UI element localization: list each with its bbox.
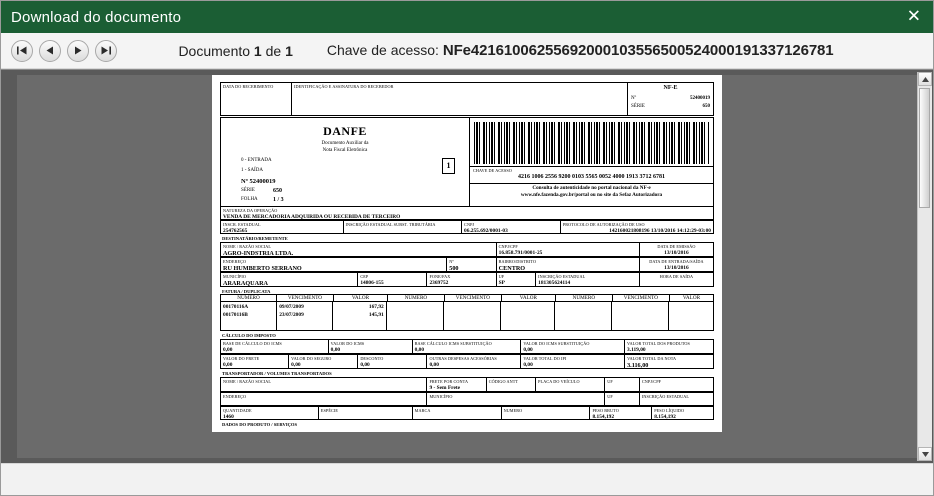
danfe-chave-label: CHAVE DE ACESSO [473, 168, 512, 173]
valor-total-nota-label: VALOR TOTAL DA NOTA [627, 356, 677, 362]
previous-page-icon [45, 46, 55, 55]
danfe-identification-cell [220, 117, 470, 207]
fatura-col-valor-1 [333, 302, 386, 330]
next-page-button[interactable] [67, 40, 89, 62]
transportador-ie-cell [640, 392, 714, 406]
danfe-numero-label: Nº [241, 177, 248, 185]
fatura-col-vencimento-3 [612, 302, 669, 330]
volumes-especie-label: ESPÉCIE [320, 407, 339, 413]
valor-seguro-label: VALOR DO SEGURO [291, 356, 332, 362]
scrollbar-thumb[interactable] [919, 88, 930, 208]
access-key [327, 42, 834, 59]
destinatario-nome-cell [220, 242, 497, 257]
destinatario-fone-value: 2369752 [429, 279, 449, 286]
recebimento-identificacao-label: IDENTIFICAÇÃO E ASSINATURA DO RECEBEDOR [294, 84, 394, 89]
fatura-col-numero-1 [221, 302, 277, 330]
access-key-value: NFe42161006255692000103556500524000191337126781 [442, 42, 834, 59]
transportador-nome-label: NOME / RAZÃO SOCIAL [223, 378, 272, 384]
valor-total-ipi-label: VALOR TOTAL DO IPI [523, 356, 567, 362]
document-counter [178, 43, 292, 59]
document-counter-prefix: Documento [178, 42, 251, 59]
danfe-consulta-block [470, 183, 713, 200]
destinatario-numero-label: Nº [449, 258, 454, 264]
access-key-label: Chave de acesso: [326, 42, 439, 58]
danfe-tipo-operacao [221, 158, 469, 175]
scroll-up-icon[interactable] [918, 72, 932, 86]
recebimento-data-label: DATA DO RECEBIMENTO [223, 84, 274, 89]
codigo-antt-cell [487, 377, 536, 392]
transportador-row-3 [220, 406, 714, 420]
base-calculo-icms-value: 0,00 [223, 347, 233, 354]
fatura-col-valor-2 [501, 302, 555, 330]
base-calculo-icms-cell [220, 339, 329, 354]
imposto-row-1 [220, 339, 714, 354]
danfe-identification-block [220, 117, 714, 207]
status-bar [1, 463, 933, 494]
protocolo-cell [561, 220, 714, 234]
valor-seguro-cell [289, 354, 358, 369]
danfe-folha-value: 1 / 3 [273, 197, 284, 204]
fatura-header-numero-1: NÚMERO [220, 294, 277, 302]
destinatario-ie-label: INSCRIÇÃO ESTADUAL [538, 273, 586, 279]
valor-seguro-value: 0,00 [291, 362, 301, 369]
danfe-saida-label: 1 - SAÍDA [241, 168, 263, 174]
frete-por-conta-value: 9 - Sem Frete [429, 385, 461, 392]
outras-despesas-cell [427, 354, 521, 369]
table-row: 00170116B [223, 312, 248, 319]
fatura-col-valor-3 [669, 302, 713, 330]
transportador-endereco-cell [220, 392, 427, 406]
destinatario-bairro-value: CENTRO [498, 264, 526, 272]
valor-frete-value: 0,00 [223, 362, 233, 369]
danfe-tipo-value: 1 [442, 158, 455, 174]
placa-veiculo-cell [536, 377, 605, 392]
transportador-nome-cell [220, 377, 427, 392]
fatura-body [220, 302, 714, 331]
first-page-icon [17, 46, 27, 55]
destinatario-cep-value: 14806-155 [360, 279, 384, 286]
danfe-serie-folha [221, 188, 469, 205]
fatura-header-valor-3: VALOR [670, 294, 714, 302]
peso-liquido-value: 8.154,192 [654, 414, 676, 420]
table-row: 167,92 [368, 304, 384, 311]
valor-total-ipi-value: 0,00 [523, 362, 533, 369]
danfe-subtitle-line1: Documento Auxiliar da [321, 141, 369, 146]
window-titlebar [1, 1, 933, 33]
destinatario-row-2 [220, 257, 714, 272]
danfe-entrada-label: 0 - ENTRADA [241, 158, 272, 163]
destinatario-bairro-label: BAIRRO/DISTRITO [498, 258, 537, 264]
inscricao-estadual-label: INSCR. ESTADUAL [223, 222, 261, 227]
close-icon[interactable]: ✕ [906, 6, 921, 27]
recebimento-block [220, 82, 714, 116]
destinatario-uf-value: SP [498, 279, 505, 286]
danfe-chave-block [470, 166, 713, 183]
volumes-numero-label: NUMERO [503, 407, 523, 413]
destinatario-endereco-label: ENDEREÇO [223, 258, 247, 264]
transportador-municipio-uf-label: UF [607, 393, 613, 399]
destinatario-ie-cell [536, 272, 640, 287]
destinatario-numero-cell [447, 257, 496, 272]
transportador-municipio-cell [427, 392, 605, 406]
outras-despesas-label: OUTRAS DESPESAS ACESSÓRIAS [429, 356, 497, 362]
danfe-barcode-cell [470, 117, 714, 207]
inscricao-st-cell [344, 220, 463, 234]
fatura-header-vencimento-2: VENCIMENTO [445, 294, 502, 302]
destinatario-uf-cell [497, 272, 537, 287]
danfe-folha-label: FOLHA [241, 197, 258, 203]
peso-liquido-label: PESO LÍQUIDO [654, 407, 685, 413]
data-emissao-cell [640, 242, 714, 257]
transportador-cnpj-label: CNPJ/CPF [641, 378, 662, 384]
nfe-numero-line [628, 96, 713, 102]
data-entrada-cell [640, 257, 714, 272]
destinatario-row-1 [220, 242, 714, 257]
next-page-icon [73, 46, 83, 55]
transportador-uf-label: UF [607, 378, 613, 384]
valor-total-produtos-value: 3.119,00 [627, 347, 646, 354]
desconto-value: 0,00 [360, 362, 370, 369]
transportador-section-title: TRANSPORTADOR / VOLUMES TRANSPORTADOS [222, 371, 332, 377]
inscricao-st-label: INSCRIÇÃO ESTADUAL SUBST. TRIBUTÁRIA [345, 222, 436, 227]
desconto-label: DESCONTO [360, 356, 384, 362]
destinatario-cnpj-cell [497, 242, 640, 257]
data-entrada-value: 13/10/2016 [664, 264, 689, 271]
valor-icms-cell [329, 339, 413, 354]
viewer-toolbar [1, 33, 933, 69]
destinatario-section-title: DESTINATÁRIO/REMETENTE [222, 236, 288, 241]
danfe-serie-label: SÉRIE [241, 187, 255, 193]
window-title: Download do documento [11, 8, 182, 26]
volumes-numero-cell [502, 406, 591, 420]
cnpj-label: CNPJ [464, 222, 475, 227]
destinatario-fone-label: FONE/FAX [429, 273, 451, 279]
destinatario-numero-value: 500 [449, 264, 459, 272]
fatura-section-title: FATURA / DUPLICATA [222, 288, 271, 294]
scroll-down-icon[interactable] [918, 447, 932, 461]
placa-veiculo-label: PLACA DO VEÍCULO [538, 378, 580, 384]
fatura-col-vencimento-2 [444, 302, 501, 330]
fatura-header-vencimento-1: VENCIMENTO [277, 294, 334, 302]
danfe-subtitle-line2: Nota Fiscal Eletrônica [322, 147, 368, 153]
hora-saida-label: HORA DE SAÍDA [659, 273, 694, 279]
valor-icms-st-value: 0,00 [523, 347, 533, 354]
volumes-quantidade-label: QUANTIDADE [223, 407, 252, 413]
peso-bruto-label: PESO BRUTO [592, 407, 619, 413]
destinatario-municipio-cell [220, 272, 358, 287]
base-calculo-st-label: BASE CÁLCULO ICMS SUBSTITUIÇÃO [414, 341, 492, 347]
cnpj-cell [462, 220, 561, 234]
previous-page-button[interactable] [39, 40, 61, 62]
nfe-serie-label: SÉRIE [631, 103, 645, 109]
destinatario-uf-label: UF [498, 273, 505, 279]
natureza-row [220, 206, 714, 220]
valor-total-nota-value: 3.116,00 [627, 362, 649, 370]
imposto-section-title: CÁLCULO DO IMPOSTO [222, 333, 276, 339]
table-row: 145,91 [368, 312, 384, 319]
valor-icms-st-cell [521, 339, 625, 354]
destinatario-cnpj-label: CNPJ/CPF [498, 243, 518, 249]
document-counter-middle: de [265, 42, 282, 59]
fatura-col-vencimento-1 [277, 302, 333, 330]
volumes-marca-cell [413, 406, 502, 420]
cnpj-value: 06.255.692/0001-03 [464, 228, 508, 234]
transportador-row-2 [220, 392, 714, 406]
peso-liquido-cell [652, 406, 714, 420]
base-calculo-st-value: 0,00 [414, 347, 425, 354]
destinatario-nome-label: NOME / RAZÃO SOCIAL [223, 243, 272, 249]
transportador-municipio-uf-cell [605, 392, 640, 406]
protocolo-label: PROTOCOLO DE AUTORIZAÇÃO DE USO [562, 222, 645, 227]
destinatario-nome-value: AGRO-INDSTRIA LTDA. [223, 249, 294, 257]
transportador-uf-cell [605, 377, 640, 392]
inscricoes-row [220, 220, 714, 234]
table-row: 00170116A [223, 304, 249, 311]
fatura-header-row [220, 294, 714, 302]
vertical-scrollbar[interactable] [917, 72, 932, 461]
base-calculo-icms-label: BASE DE CÁLCULO DO ICMS [223, 341, 282, 347]
valor-icms-label: VALOR DO ICMS [330, 341, 365, 347]
peso-bruto-value: 8.154,192 [592, 414, 615, 420]
frete-por-conta-label: FRETE POR CONTA [429, 378, 469, 384]
document-counter-total: 1 [285, 42, 293, 59]
fatura-header-numero-3: NÚMERO [556, 294, 613, 302]
table-row: 23/07/2009 [279, 312, 304, 319]
fatura-col-numero-2 [387, 302, 444, 330]
destinatario-row-3 [220, 272, 714, 287]
transportador-endereco-label: ENDEREÇO [223, 393, 247, 399]
destinatario-cnpj-value: 16.858.791/0001-25 [498, 249, 543, 256]
nfe-numero-label: Nº [631, 95, 637, 101]
danfe-consulta-line1: Consulta de autenticidade no portal nacional da NF-e [532, 184, 651, 191]
natureza-label: NATUREZA DA OPERAÇÃO [223, 208, 278, 213]
base-calculo-st-cell [413, 339, 522, 354]
danfe-serie-value: 650 [273, 187, 282, 194]
nfe-title: NF-E [663, 85, 678, 91]
codigo-antt-label: CÓDIGO ANTT [488, 378, 519, 384]
destinatario-bairro-cell [497, 257, 640, 272]
destinatario-endereco-cell [220, 257, 447, 272]
valor-total-ipi-cell [521, 354, 625, 369]
transportador-cnpj-cell [640, 377, 714, 392]
danfe-numero-value: 52400019 [249, 177, 276, 185]
toolbar-info [103, 42, 909, 59]
fatura-header-vencimento-3: VENCIMENTO [613, 294, 670, 302]
danfe-page [212, 75, 722, 432]
destinatario-municipio-value: ARARAQUARA [223, 279, 269, 287]
protocolo-value: 142160021808196 13/10/2016 14:12:29-03:00 [609, 228, 711, 234]
valor-total-nota-cell [625, 354, 714, 369]
destinatario-cep-label: CEP [360, 273, 369, 279]
data-emissao-label: DATA DE EMISSÃO [657, 243, 696, 249]
imposto-row-2 [220, 354, 714, 369]
recebimento-data-cell [220, 82, 292, 116]
transportador-row-1 [220, 377, 714, 392]
natureza-cell [220, 206, 714, 220]
recebimento-identificacao-cell [292, 82, 628, 116]
danfe-consulta-line2: www.nfe.fazenda.gov.br/portal ou no site da Sefaz Autorizadora [520, 191, 663, 198]
data-emissao-value: 13/10/2016 [664, 249, 689, 256]
danfe-numero [221, 178, 469, 186]
hora-saida-cell [640, 272, 714, 287]
destinatario-ie-value: 181305624114 [538, 279, 571, 286]
document-counter-current: 1 [253, 42, 262, 59]
desconto-cell [358, 354, 427, 369]
data-entrada-label: DATA DE ENTRADA/SAÍDA [649, 258, 704, 264]
fatura-header-valor-2: VALOR [502, 294, 556, 302]
valor-total-produtos-label: VALOR TOTAL DOS PRODUTOS [627, 341, 690, 347]
nfe-numero-value: 52400019 [690, 95, 710, 101]
fatura-header-numero-2: NÚMERO [388, 294, 445, 302]
frete-por-conta-cell [427, 377, 486, 392]
volumes-quantidade-cell [220, 406, 319, 420]
destinatario-endereco-value: RU HUMBERTO SERRANO [223, 264, 302, 272]
destinatario-cep-cell [358, 272, 427, 287]
valor-icms-value: 0,00 [330, 347, 341, 354]
danfe-chave-value: 4216 1006 2556 9200 0103 5565 0052 4000 1913 3712 6781 [518, 174, 665, 181]
table-row: 09/07/2009 [279, 304, 304, 311]
volumes-especie-cell [319, 406, 413, 420]
pagination-controls [11, 40, 117, 62]
fatura-header-valor-1: VALOR [334, 294, 388, 302]
barcode-image [474, 122, 709, 164]
danfe-title: DANFE [323, 124, 367, 138]
inscricao-estadual-cell [220, 220, 344, 234]
nfe-summary-box [628, 82, 714, 116]
volumes-quantidade-value: 1460 [223, 414, 234, 420]
natureza-value: VENDA DE MERCADORIA ADQUIRIDA OU RECEBIDA DE TERCEIRO [223, 214, 401, 220]
transportador-ie-label: INSCRIÇÃO ESTADUAL [641, 393, 690, 399]
valor-frete-cell [220, 354, 289, 369]
produtos-section-title: DADOS DO PRODUTO / SERVIÇOS [222, 421, 298, 427]
document-scroll-area[interactable] [17, 75, 917, 458]
inscricao-estadual-value: 254762565 [223, 228, 248, 234]
valor-total-produtos-cell [625, 339, 714, 354]
destinatario-fone-cell [427, 272, 496, 287]
fatura-col-numero-3 [555, 302, 612, 330]
transportador-municipio-label: MUNICÍPIO [429, 393, 453, 399]
nfe-serie-line [628, 104, 713, 110]
volumes-marca-label: MARCA [414, 407, 431, 413]
document-viewer [1, 69, 933, 463]
outras-despesas-value: 0,00 [429, 362, 439, 369]
destinatario-municipio-label: MUNICÍPIO [223, 273, 247, 279]
peso-bruto-cell [590, 406, 652, 420]
nfe-serie-value: 650 [702, 103, 710, 109]
valor-frete-label: VALOR DO FRETE [223, 356, 260, 362]
valor-icms-st-label: VALOR DO ICMS SUBSTITUIÇÃO [523, 341, 590, 347]
first-page-button[interactable] [11, 40, 33, 62]
